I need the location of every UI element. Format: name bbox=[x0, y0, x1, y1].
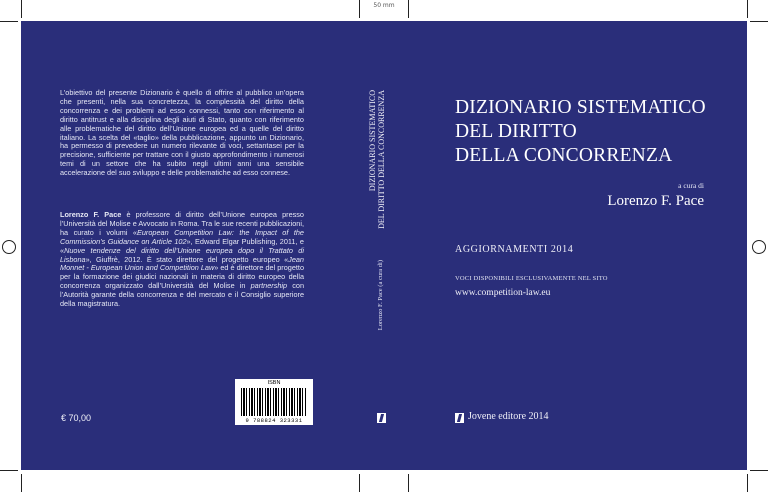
crop-mark bbox=[747, 0, 748, 18]
crop-mark bbox=[359, 0, 360, 18]
crop-mark bbox=[408, 0, 409, 18]
crop-mark bbox=[0, 470, 18, 471]
barcode bbox=[241, 388, 307, 416]
site-url: www.competition-law.eu bbox=[455, 288, 551, 298]
editor-prefix: a cura di bbox=[678, 181, 704, 190]
isbn-barcode bbox=[235, 379, 313, 425]
crop-mark bbox=[750, 21, 768, 22]
site-note: VOCI DISPONIBILI ESCLUSIVAMENTE NEL SITO bbox=[455, 275, 608, 282]
back-description: L’obiettivo del presente Dizionario è quello di offrire al pubblico un’opera che presenti, nella sua concretezza, la complessità del diritto della concorrenza e dei problemi ad esso connessi, tanto con riferimento al diritto antitrust e alla disciplina degli aiuti di Stato, quanto con riferimento alle problematiche del diritto dell’Unione europea ed a quelle del diritto italiano. La scelta del «taglio» della pubblicazione, appunto un Dizionario, ha permesso di prevedere un numero rilevante di voci, settantasei per la precisione, sufficiente per trattare con il giusto approfondimento i numerosi temi di un settore che ha subito negli ultimi anni una sensibile accelerazione del suo sviluppo e delle problematiche ad esso connese. bbox=[60, 88, 304, 178]
publisher-logo-icon bbox=[377, 413, 386, 423]
spine-title: DIZIONARIO SISTEMATICO DEL DIRITTO DELLA CONCORRENZA bbox=[368, 90, 386, 229]
crop-mark bbox=[0, 21, 18, 22]
registration-mark bbox=[752, 240, 766, 254]
crop-mark bbox=[408, 474, 409, 492]
crop-mark bbox=[359, 474, 360, 492]
spine-author: Lorenzo F. Pace (a cura di) bbox=[377, 260, 384, 331]
publisher-logo-icon bbox=[455, 413, 464, 423]
bio-author-name: Lorenzo F. Pace bbox=[60, 210, 122, 219]
editor-name: Lorenzo F. Pace bbox=[607, 193, 704, 209]
spine-width-label: 50 mm bbox=[373, 2, 395, 9]
isbn-label: ISBN bbox=[267, 380, 281, 386]
publisher: Jovene editore 2014 bbox=[468, 411, 549, 422]
isbn-number: 9 788824 323331 bbox=[245, 417, 303, 424]
crop-mark bbox=[750, 470, 768, 471]
price: € 70,00 bbox=[61, 413, 92, 423]
crop-mark bbox=[747, 474, 748, 492]
updates-label: AGGIORNAMENTI 2014 bbox=[455, 244, 574, 255]
crop-mark bbox=[21, 0, 22, 18]
crop-mark bbox=[21, 474, 22, 492]
author-bio: Lorenzo F. Pace è professore di diritto dell’Unione europea presso l’Università del Molise e Avvocato in Roma. Tra le sue recenti pubblicazioni, ha curato i volumi «European Competition Law: the Impact of the Commission’s Guidance on Article 102», Edward Elgar Publishing, 2011, e «Nuove tendenze del diritto dell’Unione europea dopo il Trattato di Lisbona», Giuffrè, 2012. È stato direttore del progetto europeo «Jean Monnet - European Union and Competition Law» ed è direttore del progetto per la formazione dei giudici nazionali in materia di diritto europeo della concorrenza organizzato dall’Università del Molise in partnership con l’Autorità garante della concorrenza e del mercato e il Consiglio superiore della magistratura. bbox=[60, 210, 305, 309]
registration-mark bbox=[2, 240, 16, 254]
book-title: DIZIONARIO SISTEMATICO DEL DIRITTO DELLA CONCORRENZA bbox=[455, 97, 706, 166]
